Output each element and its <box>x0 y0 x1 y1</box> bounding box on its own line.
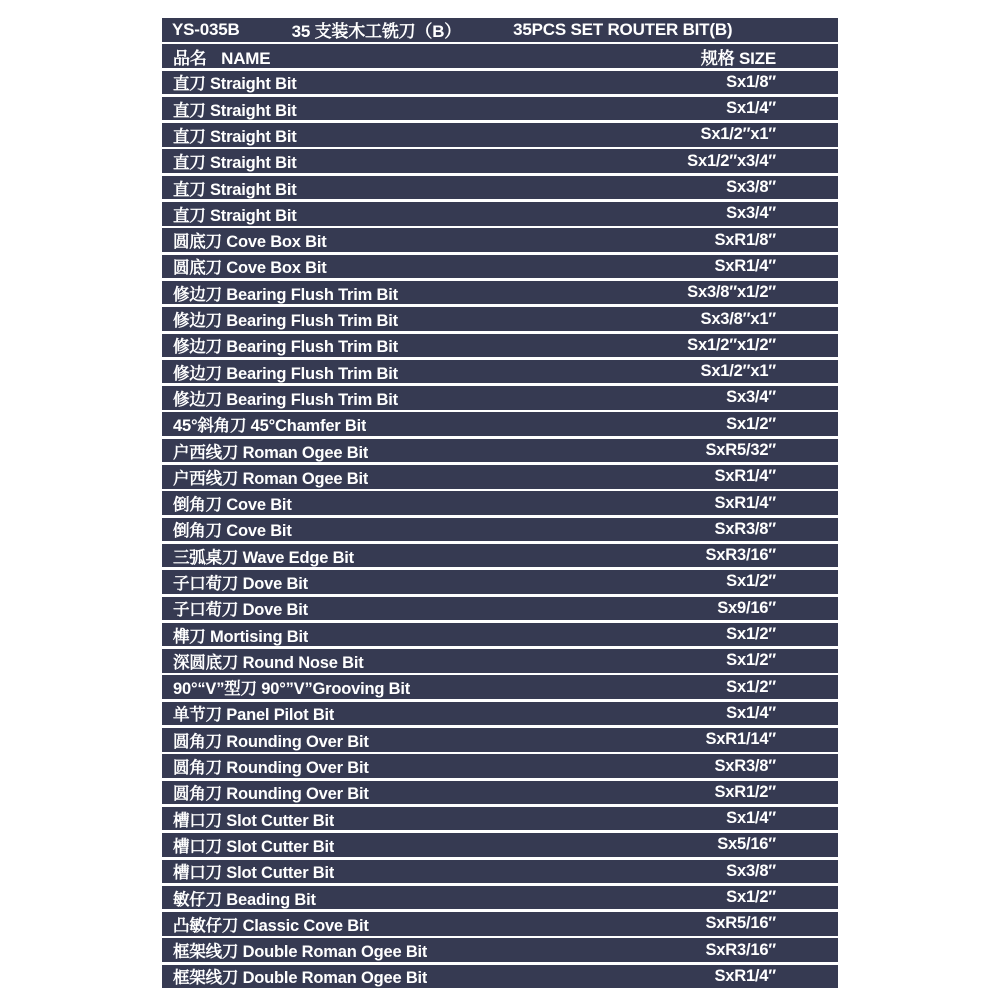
table-row <box>162 149 838 173</box>
table-row <box>162 491 838 515</box>
bit-name: 圆角刀 Rounding Over Bit <box>173 785 369 804</box>
bit-name: 修边刀 Bearing Flush Trim Bit <box>173 364 398 383</box>
table-row <box>162 860 838 884</box>
bit-name: 深圆底刀 Round Nose Bit <box>173 653 364 672</box>
bit-size: SxR3/16″ <box>705 940 776 959</box>
bit-size: Sx1/2″ <box>726 651 776 670</box>
bit-name: 直刀 Straight Bit <box>173 154 297 173</box>
table-row <box>162 702 838 726</box>
bit-size: Sx1/8″ <box>726 72 776 91</box>
table-row <box>162 228 838 252</box>
bit-name: 倒角刀 Cove Bit <box>173 496 292 515</box>
bit-size: SxR3/8″ <box>714 756 776 775</box>
bit-name: 直刀 Straight Bit <box>173 101 297 120</box>
table-row <box>162 886 838 910</box>
table-row <box>162 360 838 384</box>
bit-size: Sx1/4″ <box>726 703 776 722</box>
bit-name: 修边刀 Bearing Flush Trim Bit <box>173 390 398 409</box>
table-row <box>162 675 838 699</box>
bit-size: SxR1/4″ <box>714 493 776 512</box>
bit-name: 槽口刀 Slot Cutter Bit <box>173 837 335 856</box>
bit-name: 修边刀 Bearing Flush Trim Bit <box>173 312 398 331</box>
table-row <box>162 386 838 410</box>
bit-size: SxR1/2″ <box>714 782 776 801</box>
bit-size: SxR1/8″ <box>714 230 776 249</box>
bit-name: 框架线刀 Double Roman Ogee Bit <box>173 969 428 988</box>
table-row <box>162 176 838 200</box>
bit-size: Sx1/2″x1″ <box>700 125 776 144</box>
bit-size: Sx1/4″ <box>726 809 776 828</box>
bit-name: 敏仔刀 Beading Bit <box>173 890 316 909</box>
bit-size: SxR1/4″ <box>714 256 776 275</box>
header-name: 品名 NAME <box>173 48 271 68</box>
bit-size: SxR1/4″ <box>714 966 776 985</box>
bit-size: Sx1/2″ <box>726 625 776 644</box>
bit-name: 圆角刀 Rounding Over Bit <box>173 732 369 751</box>
bit-name: 单节刀 Panel Pilot Bit <box>173 706 335 725</box>
title-english: 35PCS SET ROUTER BIT(B) <box>513 19 733 39</box>
title-chinese: 35 支装木工铣刀（B） <box>291 22 462 42</box>
bit-name: 修边刀 Bearing Flush Trim Bit <box>173 285 398 304</box>
table-row <box>162 781 838 805</box>
bit-name: 圆底刀 Cove Box Bit <box>173 233 327 252</box>
bit-size: Sx3/8″x1″ <box>700 309 776 328</box>
bit-name: 圆角刀 Rounding Over Bit <box>173 759 369 778</box>
header-size: 规格 SIZE <box>700 48 776 68</box>
bit-name: 直刀 Straight Bit <box>173 127 297 146</box>
table-row <box>162 71 838 95</box>
bit-size: Sx9/16″ <box>717 598 776 617</box>
bit-name: 槽口刀 Slot Cutter Bit <box>173 864 335 883</box>
table-row <box>162 807 838 831</box>
bit-name: 户西线刀 Roman Ogee Bit <box>173 469 369 488</box>
table-title-row <box>162 18 838 42</box>
table-row <box>162 728 838 752</box>
bit-name: 90°“V”型刀 90°”V”Grooving Bit <box>173 680 411 699</box>
bit-name: 圆底刀 Cove Box Bit <box>173 259 327 278</box>
table-row <box>162 833 838 857</box>
table-row <box>162 965 838 989</box>
table-body <box>162 71 838 989</box>
bit-size: Sx1/2″x1/2″ <box>687 335 776 354</box>
bit-size: SxR1/14″ <box>705 730 776 749</box>
product-code: YS-035B <box>172 19 240 39</box>
bit-size: Sx5/16″ <box>717 835 776 854</box>
table-row <box>162 623 838 647</box>
bit-size: SxR3/16″ <box>705 546 776 565</box>
bit-name: 子口荀刀 Dove Bit <box>173 601 308 620</box>
bit-size: Sx1/2″ <box>726 414 776 433</box>
table-row <box>162 412 838 436</box>
bit-name: 直刀 Straight Bit <box>173 75 297 94</box>
table-row <box>162 439 838 463</box>
table-row <box>162 281 838 305</box>
table-row <box>162 912 838 936</box>
table-row <box>162 754 838 778</box>
bit-name: 槽口刀 Slot Cutter Bit <box>173 811 335 830</box>
table-row <box>162 938 838 962</box>
table-row <box>162 255 838 279</box>
bit-name: 榫刀 Mortising Bit <box>173 627 309 646</box>
bit-name: 修边刀 Bearing Flush Trim Bit <box>173 338 398 357</box>
bit-size: Sx1/2″ <box>726 888 776 907</box>
bit-size: SxR1/4″ <box>714 467 776 486</box>
table-row <box>162 544 838 568</box>
bit-size: Sx1/2″ <box>726 572 776 591</box>
bit-size: Sx1/4″ <box>726 99 776 118</box>
table-row <box>162 597 838 621</box>
bit-name: 直刀 Straight Bit <box>173 206 297 225</box>
bit-size: Sx1/2″ <box>726 677 776 696</box>
table-row <box>162 649 838 673</box>
bit-size: SxR3/8″ <box>714 519 776 538</box>
router-bit-table <box>162 18 838 991</box>
bit-name: 45°斜角刀 45°Chamfer Bit <box>173 417 367 436</box>
table-row <box>162 334 838 358</box>
table-row <box>162 307 838 331</box>
table-row <box>162 123 838 147</box>
table-row <box>162 465 838 489</box>
table-row <box>162 570 838 594</box>
table-header-row <box>162 44 838 68</box>
bit-size: Sx3/4″ <box>726 388 776 407</box>
bit-name: 户西线刀 Roman Ogee Bit <box>173 443 369 462</box>
bit-name: 直刀 Straight Bit <box>173 180 297 199</box>
bit-name: 三弧桌刀 Wave Edge Bit <box>173 548 354 567</box>
bit-size: Sx3/8″ <box>726 861 776 880</box>
table-row <box>162 97 838 121</box>
bit-size: Sx3/8″ <box>726 178 776 197</box>
table-row <box>162 202 838 226</box>
bit-name: 框架线刀 Double Roman Ogee Bit <box>173 943 428 962</box>
bit-size: Sx3/8″x1/2″ <box>687 283 776 302</box>
bit-name: 倒角刀 Cove Bit <box>173 522 292 541</box>
bit-size: Sx1/2″x3/4″ <box>687 151 776 170</box>
bit-size: SxR5/16″ <box>705 914 776 933</box>
bit-size: Sx1/2″x1″ <box>700 362 776 381</box>
bit-size: SxR5/32″ <box>705 441 776 459</box>
bit-name: 子口荀刀 Dove Bit <box>173 574 308 593</box>
bit-name: 凸敏仔刀 Classic Cove Bit <box>173 916 369 935</box>
bit-size: Sx3/4″ <box>726 204 776 223</box>
table-row <box>162 518 838 542</box>
